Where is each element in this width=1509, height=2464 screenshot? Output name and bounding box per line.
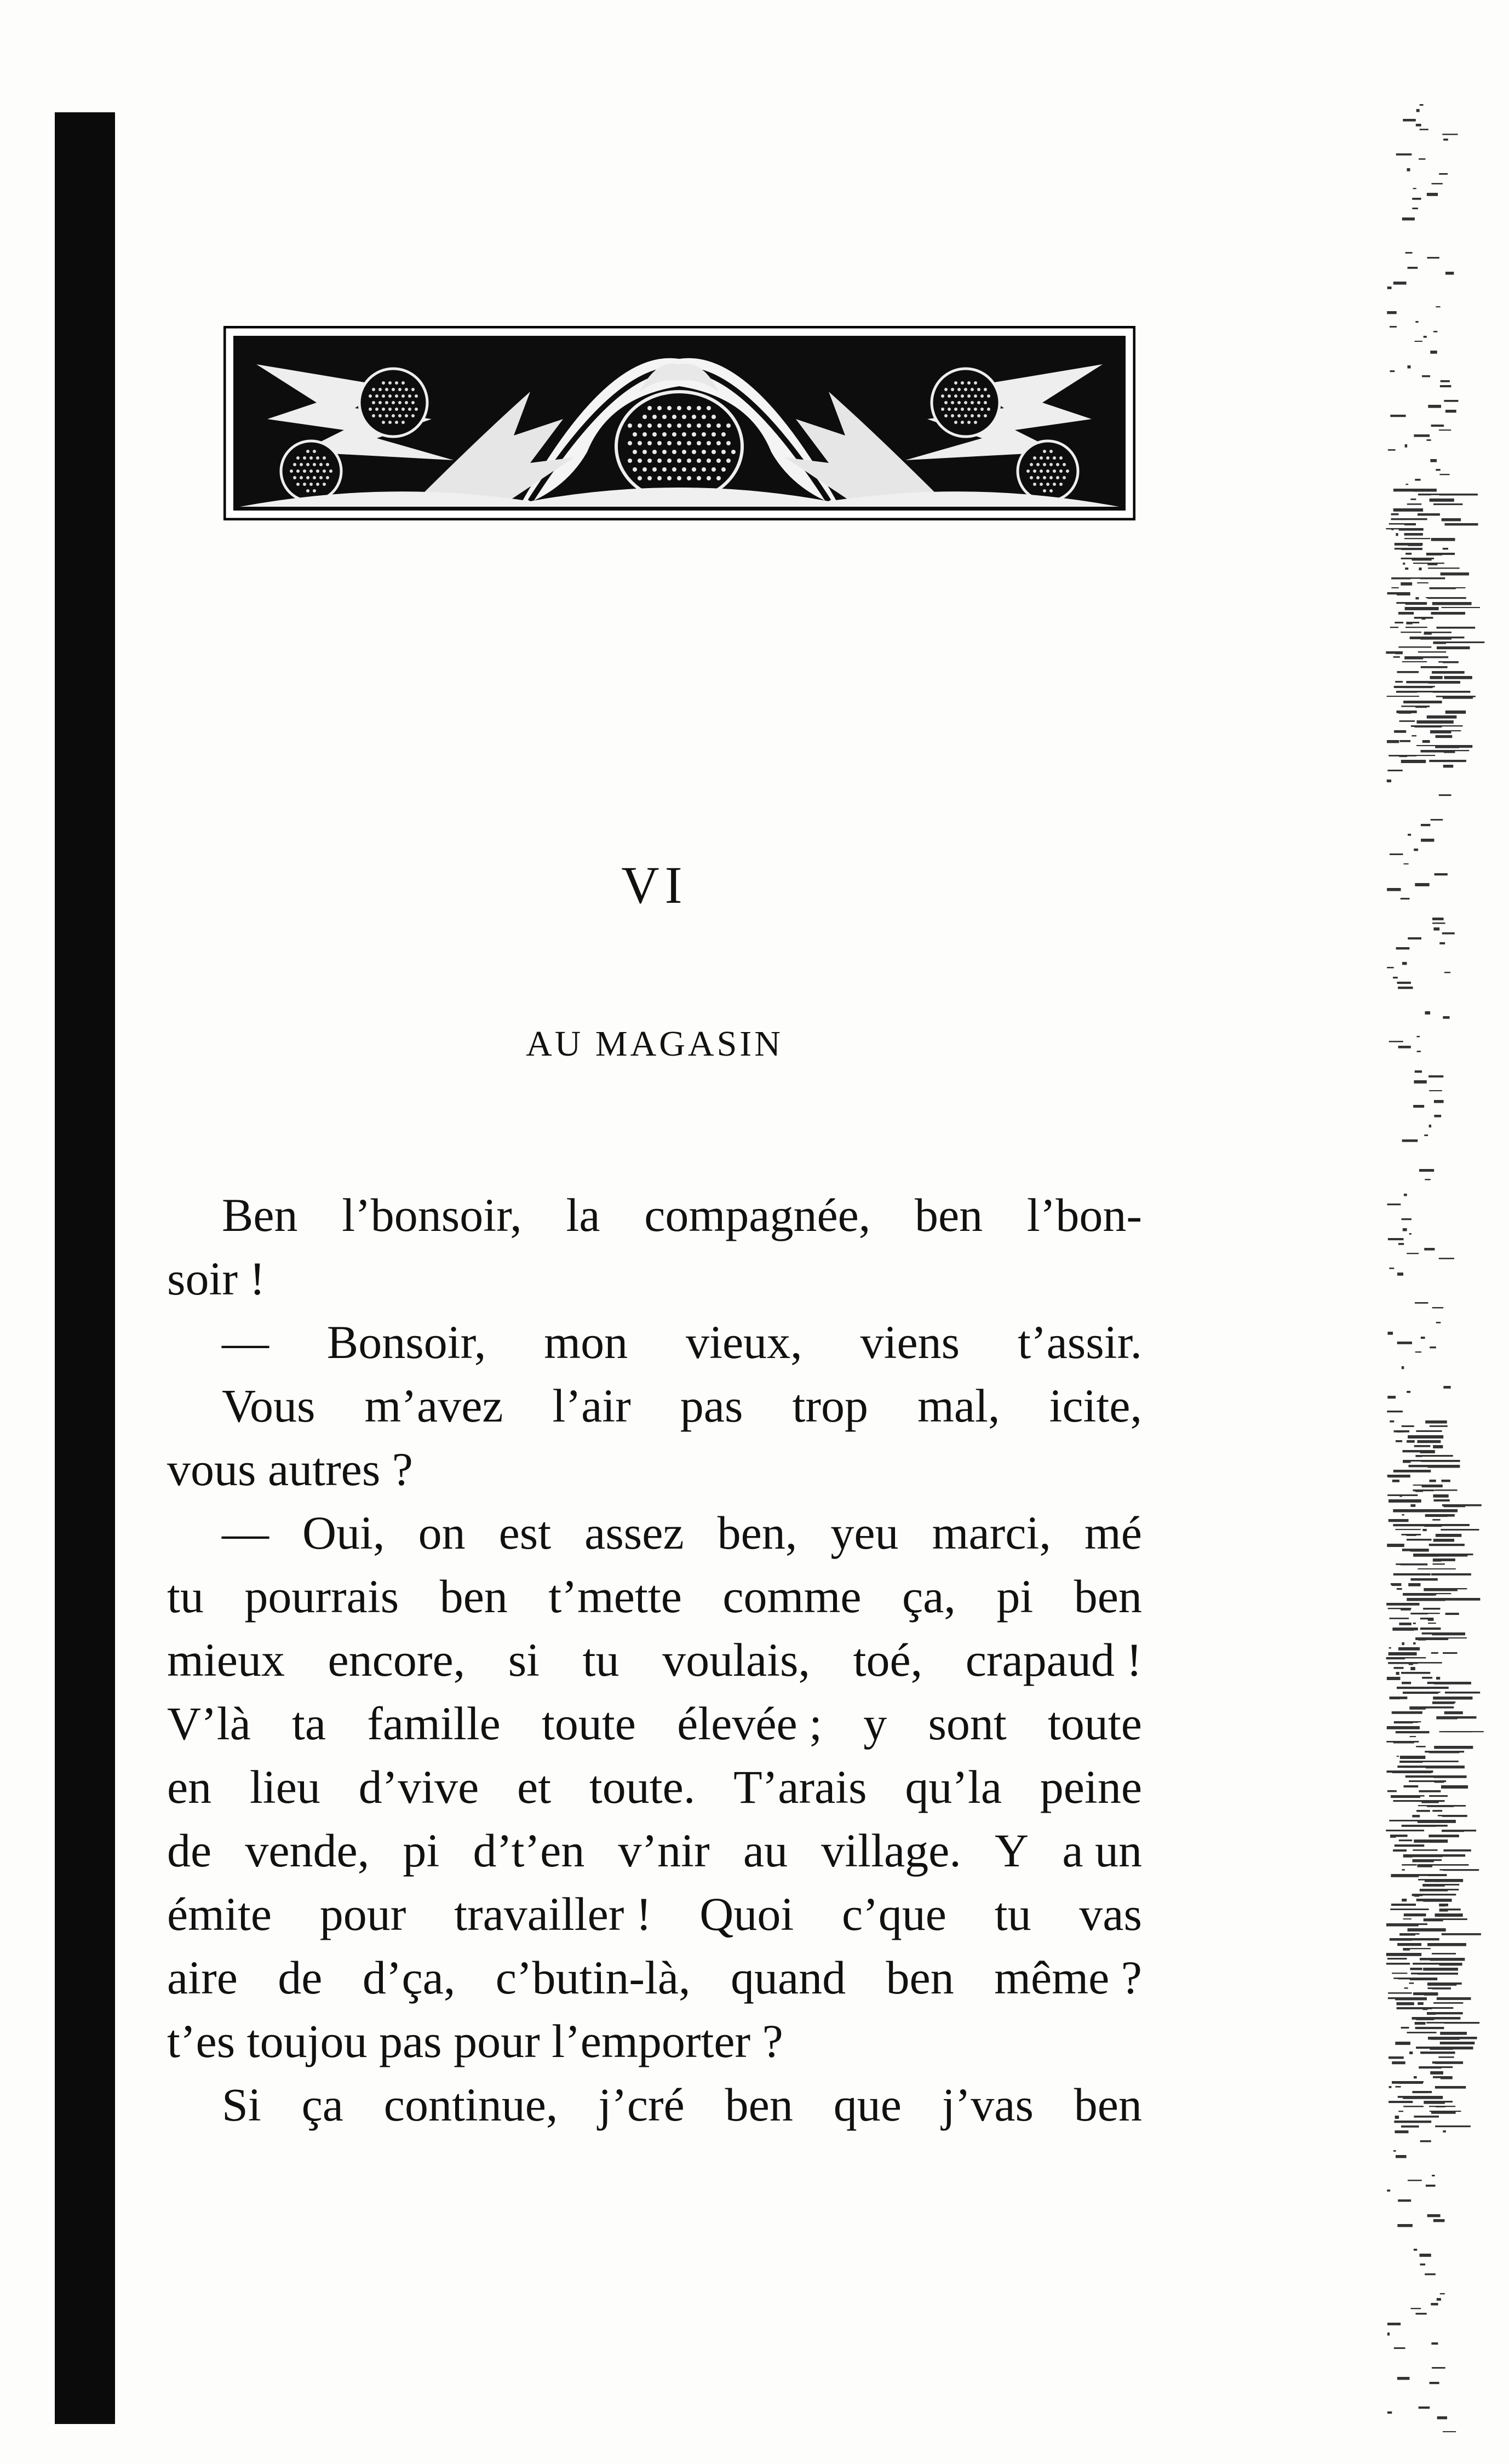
text-word: vas [1079,1888,1142,1940]
text-word: Vous [222,1379,315,1432]
text-word: de [167,1824,212,1877]
text-line [167,1565,1142,1628]
text-word: d’t’en [473,1824,585,1877]
text-word: toute [1047,1697,1142,1750]
text-word: toé, [853,1634,923,1686]
thistle-ornament-banner [223,326,1135,520]
text-word: ben [1074,2078,1142,2131]
text-word: — [222,1506,269,1559]
text-word: toute. [589,1761,696,1813]
text-word: pi [403,1824,440,1877]
text-word: l’bon- [1026,1189,1142,1241]
text-word: peine [1040,1761,1142,1813]
text-word: élevée ; [677,1697,823,1750]
text-word: on [418,1506,466,1559]
text-word: ta [291,1697,326,1750]
text-word: j’vas [942,2078,1034,2131]
text-word: aire [167,1951,238,2004]
text-word: voulais, [662,1634,811,1686]
text-word: d’ça, [362,1951,456,2004]
text-line [167,1882,1142,1946]
text-word: ben [914,1189,983,1241]
text-word: ben [439,1570,508,1623]
text-line [167,2073,1142,2136]
text-word: et [517,1761,552,1813]
text-word: t’es toujou pas pour l’emporter ? [167,2015,783,2067]
text-word: l’air [552,1379,631,1432]
binding-shadow-bar [55,112,115,2424]
text-word: qu’la [905,1761,1002,1813]
chapter-number: VI [621,856,688,914]
text-word: quand [730,1951,846,2004]
text-word: vieux, [686,1316,802,1368]
text-word: l’bonsoir, [342,1189,522,1241]
text-word: c’butin-là, [495,1951,691,2004]
text-word: assez [584,1506,684,1559]
text-line [167,1692,1142,1755]
text-word: lieu [249,1761,320,1813]
text-word: marci, [932,1506,1051,1559]
text-word: même ? [994,1951,1142,2004]
text-word: pi [996,1570,1034,1623]
text-word: ben [886,1951,954,2004]
text-word: famille [367,1697,501,1750]
text-word: vous autres ? [167,1443,413,1495]
text-line [167,1755,1142,1819]
text-word: est [498,1506,552,1559]
text-word: sont [928,1697,1007,1750]
text-word: vende, [245,1824,370,1877]
text-word: T’arais [733,1761,867,1813]
text-line [167,1819,1142,1882]
text-word: c’que [842,1888,946,1940]
text-word: encore, [328,1634,466,1686]
text-word: ça [301,2078,343,2131]
text-word: d’vive [358,1761,479,1813]
text-line [167,1501,1142,1565]
text-word: V’là [167,1697,251,1750]
text-word: mal, [917,1379,1000,1432]
text-word: ben [725,2078,793,2131]
text-word: Y [995,1824,1029,1877]
text-line [167,1946,1142,2009]
text-word: m’avez [364,1379,503,1432]
text-line [167,1247,1142,1310]
text-word: toute [541,1697,636,1750]
text-word: t’assir. [1018,1316,1142,1368]
text-word: au [743,1824,788,1877]
text-word: Oui, [302,1506,385,1559]
text-word: t’mette [548,1570,682,1623]
text-word: v’nir [618,1824,710,1877]
chapter-title: AU MAGASIN [526,1024,783,1064]
text-word: comme [722,1570,862,1623]
text-word: pour [319,1888,406,1940]
text-word: ben, [717,1506,797,1559]
page-edge-noise [1380,104,1509,2432]
text-line [167,2009,1142,2073]
text-word: en [167,1761,212,1813]
text-word: Bonsoir, [326,1316,486,1368]
text-line [167,1628,1142,1692]
text-word: — [222,1316,269,1368]
text-word: que [833,2078,902,2131]
text-word: soir ! [167,1252,266,1305]
text-word: tu [167,1570,204,1623]
text-word: y [863,1697,887,1750]
text-word: Ben [222,1189,298,1241]
text-word: compagnée, [644,1189,871,1241]
text-word: si [508,1634,540,1686]
text-word: icite, [1049,1379,1142,1432]
text-line [167,1183,1142,1247]
text-line [167,1374,1142,1437]
text-word: ben [1074,1570,1142,1623]
text-word: mon [544,1316,628,1368]
text-word: continue, [383,2078,558,2131]
text-word: travailler ! [454,1888,652,1940]
text-word: Si [222,2078,261,2131]
body-text [167,1183,1142,2136]
text-word: village. [821,1824,961,1877]
text-word: émite [167,1888,272,1940]
text-word: viens [860,1316,960,1368]
text-word: la [566,1189,600,1241]
text-word: crapaud ! [965,1634,1142,1686]
text-word: tu [994,1888,1031,1940]
text-word: mé [1084,1506,1142,1559]
text-line [167,1437,1142,1501]
text-word: Quoi [699,1888,794,1940]
text-word: pourrais [244,1570,399,1623]
text-line [167,1310,1142,1374]
text-word: tu [582,1634,619,1686]
text-word: a un [1062,1824,1142,1877]
text-word: mieux [167,1634,285,1686]
text-word: yeu [830,1506,899,1559]
text-word: ça, [902,1570,956,1623]
text-word: de [278,1951,323,2004]
text-word: trop [792,1379,868,1432]
text-word: pas [680,1379,743,1432]
text-word: j’cré [598,2078,685,2131]
